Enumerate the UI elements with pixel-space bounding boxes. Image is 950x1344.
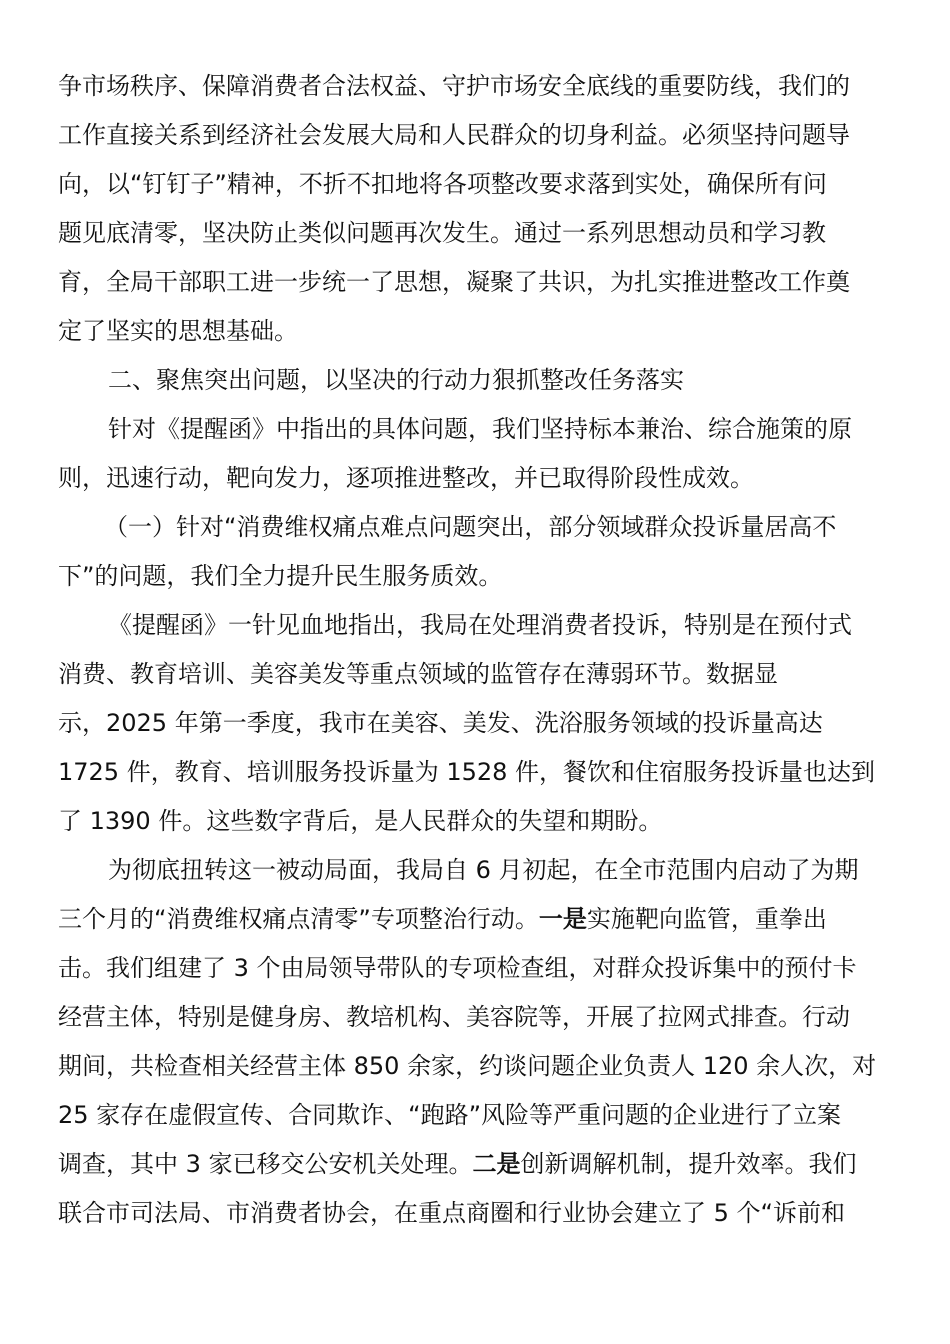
paragraph-line: 向，以“钉钉子”精神，不折不扣地将各项整改要求落到实处，确保所有问: [58, 170, 827, 198]
paragraph-line: 育，全局干部职工进一步统一了思想，凝聚了共识，为扎实推进整改工作奠: [58, 268, 850, 296]
paragraph-line: [58, 1144, 857, 1184]
paragraph-line: 工作直接关系到经济社会发展大局和人民群众的切身利益。必须坚持问题导: [58, 121, 850, 149]
subsection-heading-cont: 下”的问题，我们全力提升民生服务质效。: [58, 562, 503, 590]
section-heading: 二、聚焦突出问题，以坚决的行动力狠抓整改任务落实: [108, 366, 684, 394]
paragraph-line: 击。我们组建了 3 个由局领导带队的专项检查组，对群众投诉集中的预付卡: [58, 954, 857, 982]
paragraph-line: [58, 899, 827, 939]
line-text: 创新调解机制，提升效率。我们: [520, 1150, 857, 1178]
subsection-heading: （一）针对“消费维权痛点难点问题突出，部分领域群众投诉量居高不: [104, 513, 837, 541]
paragraph-line: 经营主体，特别是健身房、教培机构、美容院等，开展了拉网式排查。行动: [58, 1003, 850, 1031]
paragraph-line: 联合市司法局、市消费者协会，在重点商圈和行业协会建立了 5 个“诉前和: [58, 1199, 845, 1227]
paragraph-line: 了 1390 件。这些数字背后，是人民群众的失望和期盼。: [58, 807, 663, 835]
line-text: 调查，其中 3 家已移交公安机关处理。: [58, 1150, 473, 1178]
paragraph-line: 为彻底扭转这一被动局面，我局自 6 月初起，在全市范围内启动了为期: [108, 856, 859, 884]
paragraph-line: 25 家存在虚假宣传、合同欺诈、“跑路”风险等严重问题的企业进行了立案: [58, 1101, 842, 1129]
paragraph-line: 则，迅速行动，靶向发力，逐项推进整改，并已取得阶段性成效。: [58, 464, 754, 492]
paragraph-line: 《提醒函》一针见血地指出，我局在处理消费者投诉，特别是在预付式: [108, 611, 852, 639]
paragraph-line: 1725 件，教育、培训服务投诉量为 1528 件，餐饮和住宿服务投诉量也达到: [58, 758, 876, 786]
line-text: 实施靶向监管，重拳出: [586, 905, 827, 933]
paragraph-line: 期间，共检查相关经营主体 850 余家，约谈问题企业负责人 120 余人次，对: [58, 1052, 877, 1080]
line-text: 三个月的“消费维权痛点清零”专项整治行动。: [58, 905, 539, 933]
paragraph-line: 针对《提醒函》中指出的具体问题，我们坚持标本兼治、综合施策的原: [108, 415, 852, 443]
paragraph-line: 消费、教育培训、美容美发等重点领域的监管存在薄弱环节。数据显: [58, 660, 778, 688]
bold-marker-second: 二是: [472, 1150, 521, 1178]
paragraph-line: 题见底清零，坚决防止类似问题再次发生。通过一系列思想动员和学习教: [58, 219, 826, 247]
paragraph-line: 定了坚实的思想基础。: [58, 317, 298, 345]
paragraph-line: 争市场秩序、保障消费者合法权益、守护市场安全底线的重要防线，我们的: [58, 72, 850, 100]
bold-marker-first: 一是: [538, 905, 587, 933]
paragraph-line: 示，2025 年第一季度，我市在美容、美发、洗浴服务领域的投诉量高达: [58, 709, 823, 737]
